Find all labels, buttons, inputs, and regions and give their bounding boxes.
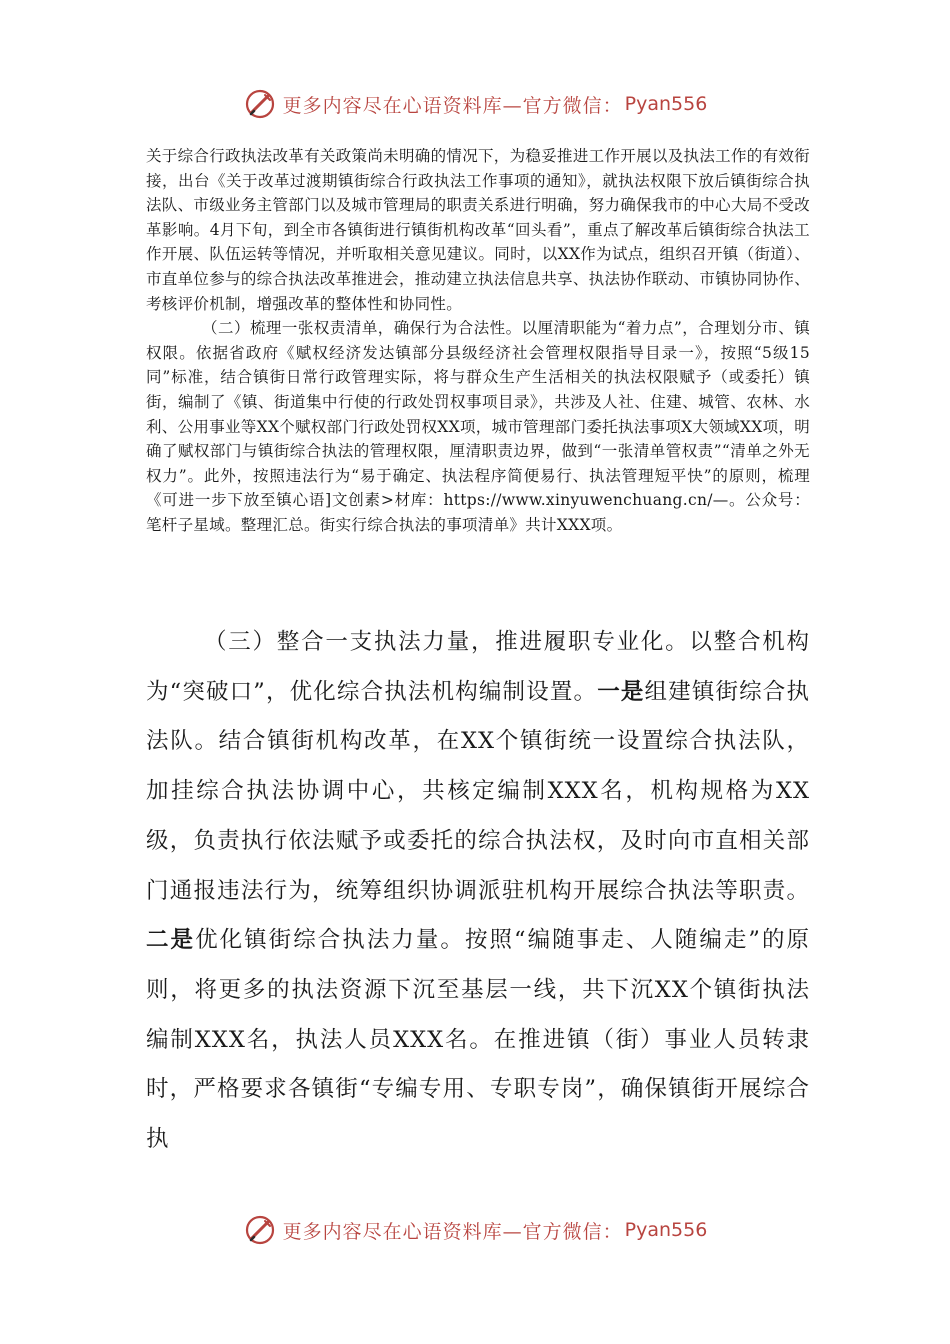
paragraph-section-two: （二）梳理一张权责清单，确保行为合法性。以厘清职能为“着力点”，合理划分市、镇权限。依据省政府《赋权经济发达镇部分县级经济社会管理权限指导目录一》，按照“5级15同”标准，结合镇街日常行政管理实际，将与群众生产生活相关的执法权限赋予（或委托）镇街，编制了《镇、街道集中行使的行政处罚权事项目录》，共涉及人社、住建、城管、农林、水利、公用事业等XX个赋权部门行政处罚权XX项，城市管理部门委托执法事项X大领域XX项，明确了赋权部门与镇街综合执法的管理权限，厘清职责边界，做到“一张清单管权责”“清单之外无权力”。此外，按照违法行为“易于确定、执法程序简便易行、执法管理短平快”的原则，梳理《可进一步下放至镇心语]文创素>材库：https://www.xinyuwenchuang.cn/—。公众号：笔杆子星域。整理汇总。街实行综合执法的事项清单》共计XXX项。 xyxy=(146,319,810,534)
bold-first-point: 一是 xyxy=(597,678,645,705)
paragraph-continuation: 关于综合行政执法改革有关政策尚未明确的情况下，为稳妥推进工作开展以及执法工作的有效衔接，出台《关于改革过渡期镇街综合行政执法工作事项的通知》，就执法权限下放后镇街综合执法队、市级业务主管部门以及城市管理局的职责关系进行明确，努力确保我市的中心大局不受改革影响。4月下旬，到全市各镇街进行镇街机构改革“回头看”，重点了解改革后镇街综合执法工作开展、队伍运转等情况，并听取相关意见建议。同时，以XX作为试点，组织召开镇（街道）、市直单位参与的综合执法改革推进会，推动建立执法信息共享、执法协作联动、市镇协同协作、考核评价机制，增强改革的整体性和协同性。 xyxy=(146,147,810,313)
pen-logo-icon xyxy=(243,87,277,121)
section-three-text-b: 组建镇街综合执法队。结合镇街机构改革，在XX个镇街统一设置综合执法队，加挂综合执法协调中心，共核定编制XXX名，机构规格为XX级，负责执行依法赋予或委托的综合执法权，及时向市直相关部门通报违法行为，统筹组织协调派驻机构开展综合执法等职责。 xyxy=(146,678,810,904)
pen-logo-icon xyxy=(243,1213,277,1247)
watermark-wechat-id: Pyan556 xyxy=(624,93,708,115)
watermark-header xyxy=(0,84,950,124)
watermark-wechat-id: Pyan556 xyxy=(624,1219,708,1241)
watermark-text: 更多内容尽在心语资料库—官方微信： xyxy=(282,94,623,117)
watermark-footer xyxy=(0,1210,950,1250)
bold-second-point: 二是 xyxy=(146,927,196,954)
watermark-text: 更多内容尽在心语资料库—官方微信： xyxy=(282,1220,623,1243)
large-text-section xyxy=(146,618,810,1165)
small-text-section xyxy=(146,144,810,538)
paragraph-section-three xyxy=(146,618,810,1165)
section-three-text-a: （三）整合一支执法力量，推进履职专业化。以整合机构为“突破口”，优化综合执法机构编制设置。 xyxy=(146,629,810,705)
section-three-text-c: 优化镇街综合执法力量。按照“编随事走、人随编走”的原则，将更多的执法资源下沉至基层一线，共下沉XX个镇街执法编制XXX名，执法人员XXX名。在推进镇（街）事业人员转隶时，严格要求各镇街“专编专用、专职专岗”，确保镇街开展综合执 xyxy=(146,927,810,1153)
